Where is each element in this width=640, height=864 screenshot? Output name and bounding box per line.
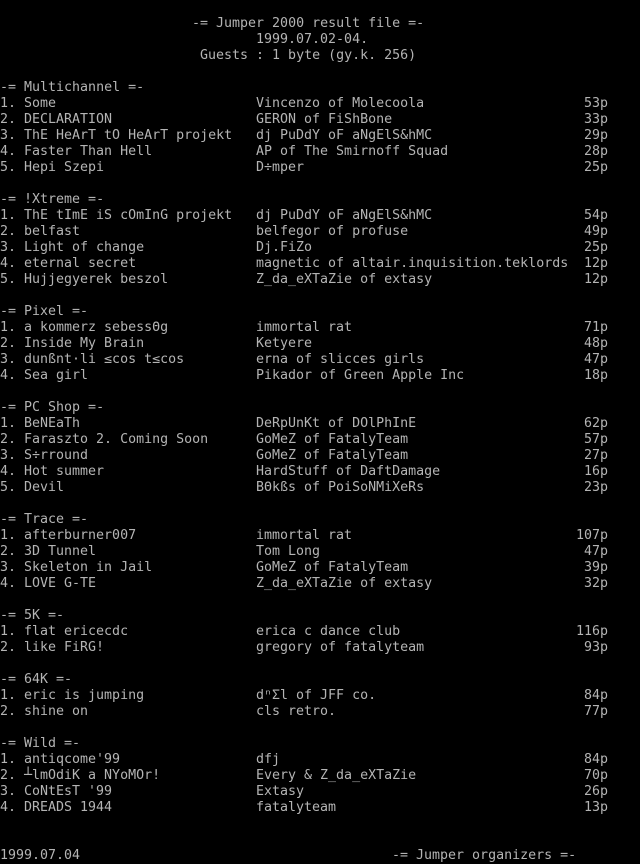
rank: 2. [0,336,17,351]
result-row [0,112,640,128]
entry-score: 84p [583,688,608,703]
rank: 3. [0,240,17,255]
entry-author: GoMeZ of FatalyTeam [256,560,409,575]
entry-score: 53p [583,96,608,111]
result-row [0,368,640,384]
entry-score: 39p [583,560,608,575]
entry-score: 71p [583,320,608,335]
entry-title: eric is jumping [24,688,145,703]
rank: 4. [0,464,17,479]
entry-score: 62p [583,416,608,431]
rank: 4. [0,576,17,591]
entry-author: Ketyere [256,336,313,351]
entry-title: Faster Than Hell [24,144,153,159]
entry-title: Hot summer [24,464,105,479]
entry-author: dj PuDdY oF aNgElS&hMC [256,208,433,223]
entry-author: Tom Long [256,544,321,559]
result-row [0,128,640,144]
rank: 5. [0,272,17,287]
entry-score: 116p [576,624,609,639]
rank: 2. [0,432,17,447]
entry-author: fatalyteam [256,800,337,815]
rank: 2. [0,640,17,655]
entry-title: Light of change [24,240,145,255]
rank: 1. [0,416,17,431]
result-row [0,768,640,784]
entry-score: 25p [583,160,608,175]
entry-author: magnetic of altair.inquisition.teklords [256,256,569,271]
rank: 1. [0,320,17,335]
entry-title: Devil [24,480,65,495]
result-row [0,576,640,592]
rank: 4. [0,144,17,159]
result-row [0,336,640,352]
result-row [0,544,640,560]
section-64k [0,672,640,720]
section-title: -= Multichannel =- [0,80,145,95]
entry-score: 18p [583,368,608,383]
entry-author: Vincenzo of Molecoola [256,96,425,111]
entry-author: Every & Z_da_eXTaZie [256,768,417,783]
entry-score: 49p [583,224,608,239]
rank: 2. [0,224,17,239]
entry-title: LOVE G-TE [24,576,97,591]
rank: 1. [0,752,17,767]
result-row [0,560,640,576]
rank: 1. [0,528,17,543]
section-5k [0,608,640,656]
result-row [0,240,640,256]
party-date: 1999.07.02-04. [256,32,369,47]
guests-line: Guests : 1 byte (gy.k. 256) [200,48,417,63]
result-row [0,784,640,800]
entry-title: BeNEaTh [24,416,81,431]
entry-author: BΘkßs of PoiSoNMiXeRs [256,480,425,495]
entry-score: 27p [583,448,608,463]
rank: 5. [0,480,17,495]
entry-author: dfj [256,752,281,767]
section-pixel [0,304,640,384]
entry-title: like FiRG! [24,640,105,655]
entry-author: GERON of FiShBone [256,112,393,127]
result-row [0,464,640,480]
result-file-title: -= Jumper 2000 result file =- [192,16,425,31]
entry-title: ┴lmOdiK a NYoMOr! [24,768,161,783]
entry-score: 23p [583,480,608,495]
result-row [0,352,640,368]
rank: 3. [0,784,17,799]
entry-title: 3D Tunnel [24,544,97,559]
result-row [0,480,640,496]
entry-title: eternal secret [24,256,137,271]
entry-author: Z_da_eXTaZie of extasy [256,576,433,591]
entry-title: afterburner007 [24,528,137,543]
entry-title: ThE tImE iS cOmInG projekt [24,208,233,223]
entry-author: immortal rat [256,528,353,543]
entry-score: 29p [583,128,608,143]
entry-title: S÷rround [24,448,89,463]
entry-author: dⁿΣl of JFF co. [256,688,377,703]
section-title: -= 5K =- [0,608,65,623]
result-row [0,160,640,176]
entry-title: flat ericecdc [24,624,129,639]
entry-score: 13p [583,800,608,815]
entry-score: 84p [583,752,608,767]
result-row [0,800,640,816]
result-row [0,416,640,432]
rank: 1. [0,624,17,639]
entry-score: 57p [583,432,608,447]
entry-author: belfegor of profuse [256,224,409,239]
rank: 1. [0,688,17,703]
entry-author: Z_da_eXTaZie of extasy [256,272,433,287]
result-row [0,256,640,272]
entry-author: cls retro. [256,704,337,719]
section-trace [0,512,640,592]
entry-score: 70p [583,768,608,783]
rank: 2. [0,704,17,719]
entry-author: AP of The Smirnoff Squad [256,144,449,159]
result-row [0,704,640,720]
entry-title: belfast [24,224,81,239]
result-row [0,272,640,288]
entry-title: shine on [24,704,89,719]
entry-score: 33p [583,112,608,127]
entry-score: 12p [583,256,608,271]
rank: 5. [0,160,17,175]
result-row [0,640,640,656]
entry-title: a kommerz sebessΘg [24,320,169,335]
entry-author: gregory of fatalyteam [256,640,425,655]
entry-author: dj PuDdY oF aNgElS&hMC [256,128,433,143]
section-title: -= PC Shop =- [0,400,105,415]
entry-title: Sea girl [24,368,89,383]
entry-score: 48p [583,336,608,351]
entry-title: Hujjegyerek beszol [24,272,169,287]
rank: 2. [0,544,17,559]
result-row [0,752,640,768]
entry-title: Faraszto 2. Coming Soon [24,432,209,447]
entry-title: ThE HeArT tO HeArT projekt [24,128,233,143]
entry-author: immortal rat [256,320,353,335]
entry-title: CoNtEsT '99 [24,784,113,799]
entry-title: DECLARATION [24,112,113,127]
result-row [0,432,640,448]
entry-score: 32p [583,576,608,591]
rank: 4. [0,368,17,383]
footer-date: 1999.07.04 [0,848,81,863]
entry-score: 47p [583,544,608,559]
entry-author: Pikador of Green Apple Inc [256,368,465,383]
entry-author: Extasy [256,784,305,799]
entry-score: 28p [583,144,608,159]
entry-score: 16p [583,464,608,479]
rank: 3. [0,448,17,463]
rank: 3. [0,352,17,367]
section-title: -= Trace =- [0,512,89,527]
entry-title: DREADS 1944 [24,800,113,815]
entry-title: antiqcome'99 [24,752,121,767]
result-row [0,528,640,544]
entry-score: 93p [583,640,608,655]
result-row [0,96,640,112]
section-pc-shop [0,400,640,496]
entry-score: 77p [583,704,608,719]
rank: 3. [0,560,17,575]
section-xtreme [0,192,640,288]
entry-score: 25p [583,240,608,255]
result-row [0,224,640,240]
result-row [0,320,640,336]
entry-title: Some [24,96,57,111]
entry-author: erica c dance club [256,624,401,639]
section-title: -= Pixel =- [0,304,89,319]
entry-score: 54p [583,208,608,223]
entry-score: 12p [583,272,608,287]
entry-author: erna of slicces girls [256,352,425,367]
result-row [0,208,640,224]
rank: 1. [0,208,17,223]
entry-title: Hepi Szepi [24,160,105,175]
entry-author: D÷mper [256,160,305,175]
rank: 4. [0,256,17,271]
section-title: -= !Xtreme =- [0,192,105,207]
entry-title: Skeleton in Jail [24,560,153,575]
entry-title: dunßnt·li ≤cos t≤cos [24,352,185,367]
entry-author: DeRpUnKt of DOlPhInE [256,416,417,431]
entry-score: 26p [583,784,608,799]
rank: 3. [0,128,17,143]
rank: 2. [0,768,17,783]
entry-title: Inside My Brain [24,336,145,351]
entry-author: GoMeZ of FatalyTeam [256,432,409,447]
result-row [0,144,640,160]
entry-author: GoMeZ of FatalyTeam [256,448,409,463]
entry-score: 107p [576,528,609,543]
section-multichannel [0,80,640,176]
section-title: -= Wild =- [0,736,81,751]
rank: 4. [0,800,17,815]
rank: 2. [0,112,17,127]
result-row [0,448,640,464]
result-row [0,624,640,640]
section-wild [0,736,640,816]
result-row [0,688,640,704]
entry-author: HardStuff of DaftDamage [256,464,441,479]
section-title: -= 64K =- [0,672,73,687]
footer-credits: -= Jumper organizers =- [392,848,577,863]
rank: 1. [0,96,17,111]
entry-score: 47p [583,352,608,367]
entry-author: Dj.FiZo [256,240,313,255]
